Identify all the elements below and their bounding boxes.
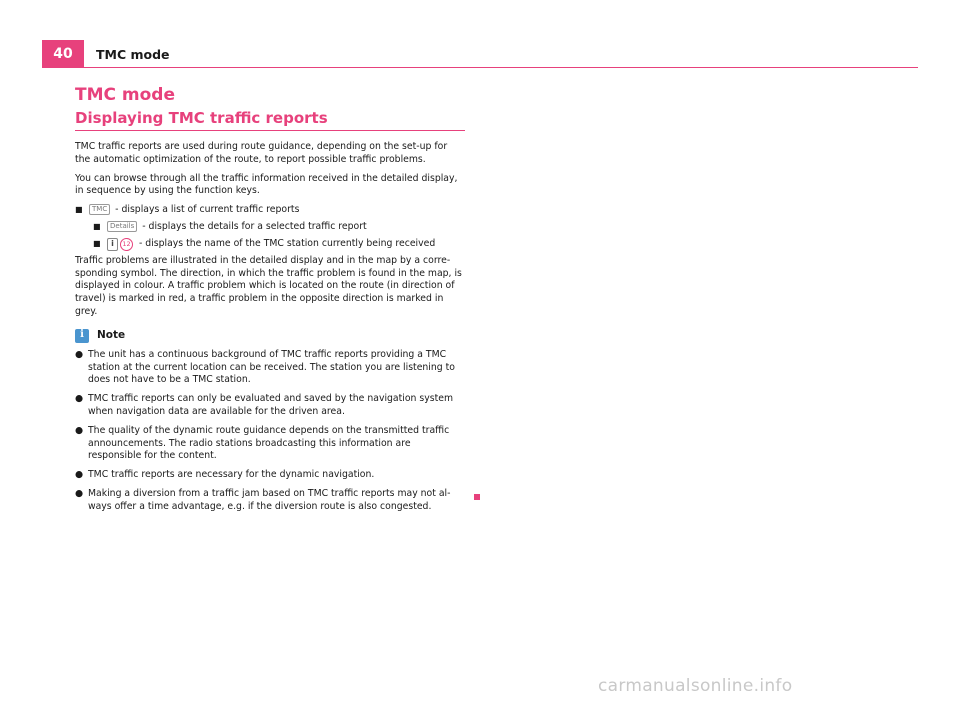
info-key-icon: i — [107, 238, 118, 251]
header-rule — [84, 67, 918, 68]
note-title: Note — [97, 329, 126, 342]
reference-number: 12 — [120, 238, 133, 251]
note-item — [75, 488, 465, 514]
map-paragraph: Traffic problems are illustrated in the detailed display and in the map by a corre-sponding symbol. The direction, in which the traffic problem is found in the map, is displayed in colour. A traffic problem which is located on the route (in direction of travel) is marked in red, a traffic problem in the opposite direction is marked in grey. — [75, 254, 462, 317]
page-content — [75, 84, 465, 520]
bullet-info — [75, 238, 465, 251]
intro-paragraph-1: TMC traffic reports are used during route guidance, depending on the set-up for the automatic optimization of the route, to report possible traffic problems. — [75, 141, 448, 165]
info-key-description: - displays the name of the TMC station currently being received — [136, 237, 436, 249]
note-item — [75, 425, 465, 463]
dot-bullet-icon: ● — [75, 469, 84, 481]
bullet-details — [75, 221, 465, 234]
tmc-key: TMC — [89, 204, 110, 215]
info-icon: i — [75, 329, 89, 343]
note-text: Making a diversion from a traffic jam based on TMC traffic reports may not al-ways offer a time advantage, e.g. if the diversion route is also congested. — [88, 487, 451, 512]
page-number: 40 — [42, 40, 84, 68]
square-bullet-icon: ■ — [75, 205, 83, 215]
dot-bullet-icon: ● — [75, 348, 84, 360]
square-bullet-icon: ■ — [93, 221, 101, 231]
running-title: TMC mode — [96, 47, 170, 62]
details-key-description: - displays the details for a selected traffic report — [139, 220, 367, 232]
tmc-key-description: - displays a list of current traffic reports — [112, 204, 300, 216]
main-title: TMC mode — [75, 85, 175, 105]
section-end-mark-icon — [474, 494, 480, 500]
note-text: The quality of the dynamic route guidance depends on the transmitted traffic announcements. The radio stations broadcasting this information are responsible for the content. — [88, 424, 450, 462]
details-key: Details — [107, 221, 137, 232]
watermark: carmanualsonline.info — [598, 676, 793, 696]
dot-bullet-icon: ● — [75, 424, 84, 436]
note-text: The unit has a continuous background of TMC traffic reports providing a TMC station at the current location can be received. The station you are listening to does not have to be a TMC station. — [88, 348, 455, 386]
bullet-tmc — [75, 204, 465, 217]
dot-bullet-icon: ● — [75, 393, 84, 405]
note-text: TMC traffic reports can only be evaluated and saved by the navigation system when navigation data are available for the driven area. — [88, 393, 454, 417]
note-text: TMC traffic reports are necessary for the dynamic navigation. — [88, 469, 375, 481]
note-item — [75, 393, 465, 419]
square-bullet-icon: ■ — [93, 238, 101, 248]
note-header — [75, 329, 465, 343]
intro-paragraph-2: You can browse through all the traffic information received in the detailed display, in sequence by using the function keys. — [75, 172, 458, 197]
section-title: Displaying TMC traffic reports — [75, 109, 328, 127]
note-item — [75, 469, 465, 482]
note-item — [75, 349, 465, 387]
section-rule — [75, 130, 465, 131]
dot-bullet-icon: ● — [75, 487, 84, 499]
